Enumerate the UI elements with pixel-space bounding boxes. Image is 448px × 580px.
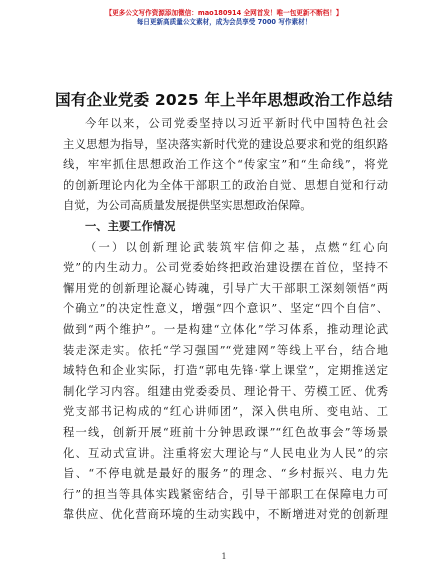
- paragraph-line: 今年以来，公司党委坚持以习近平新时代中国特色社会: [85, 117, 388, 130]
- paragraph-line: （一）以创新理论武装筑牢信仰之基，点燃“红心向: [85, 240, 388, 254]
- section-heading: 一、主要工作情况: [85, 219, 176, 233]
- paragraph-line: 化、互动式宣讲。注重将宏大理论与“人民电业为人民”的宗: [63, 446, 388, 460]
- paragraph-line: 线，牢牢抓住思想政治工作这个“传家宝”和“生命线”，将党: [63, 158, 388, 172]
- paragraph-line: 旨、“不停电就是最好的服务”的理念、“乡村振兴、电力先: [63, 467, 388, 481]
- promo-banner-line-2: 每日更新高质量公文素材，成为会员享受 7000 写作素材！: [136, 18, 312, 26]
- paragraph-line: 域特色和企业实际，打造“郭电先锋·掌上课堂”，定期推送定: [63, 364, 388, 378]
- paragraph-line: 个确立”的决定性意义，增强“四个意识”、坚定“四个自信”、: [63, 302, 388, 316]
- paragraph-line: 靠供应、优化营商环境的生动实践中，不断增进对党的创新理: [63, 508, 388, 522]
- paragraph-line: 做到“两个维护”。一是构建“立体化”学习体系，推动理论武: [63, 322, 388, 336]
- page-number: 1: [221, 552, 227, 561]
- document-title: 国有企业党委 2025 年上半年思想政治工作总结: [55, 91, 393, 109]
- paragraph-line: 装走深走实。依托“学习强国”“党建网”等线上平台，结合地: [63, 343, 388, 357]
- paragraph-line: 的创新理论内化为全体干部职工的政治自觉、思想自觉和行动: [63, 178, 388, 192]
- paragraph-line: 懈用党的创新理论凝心铸魂，引导广大干部职工深刻领悟“两: [63, 281, 388, 295]
- promo-banner: [0, 9, 448, 27]
- paragraph-line: 主义思想为指导，坚决落实新时代党的建设总要求和党的组织路: [63, 137, 388, 151]
- promo-banner-line-1: 【更多公文写作资源添加微信：mao180914 全网首发！唯一包更新不断档！】: [105, 9, 343, 17]
- paragraph-line: 程一线，创新开展“班前十分钟思政课”“红色故事会”等场景: [63, 425, 388, 439]
- document-body: [63, 114, 388, 526]
- paragraph-line: 党”的内生动力。公司党委始终把政治建设摆在首位，坚持不: [63, 261, 388, 275]
- paragraph-line: 行”的担当等具体实践紧密结合，引导干部职工在保障电力可: [63, 487, 388, 501]
- paragraph-line: 党支部书记构成的“红心讲师团”，深入供电所、变电站、工: [63, 405, 388, 419]
- paragraph-line: 制化学习内容。组建由党委委员、理论骨干、劳模工匠、优秀: [63, 384, 388, 398]
- paragraph-line: 自觉，为公司高质量发展提供坚实思想政治保障。: [63, 199, 312, 213]
